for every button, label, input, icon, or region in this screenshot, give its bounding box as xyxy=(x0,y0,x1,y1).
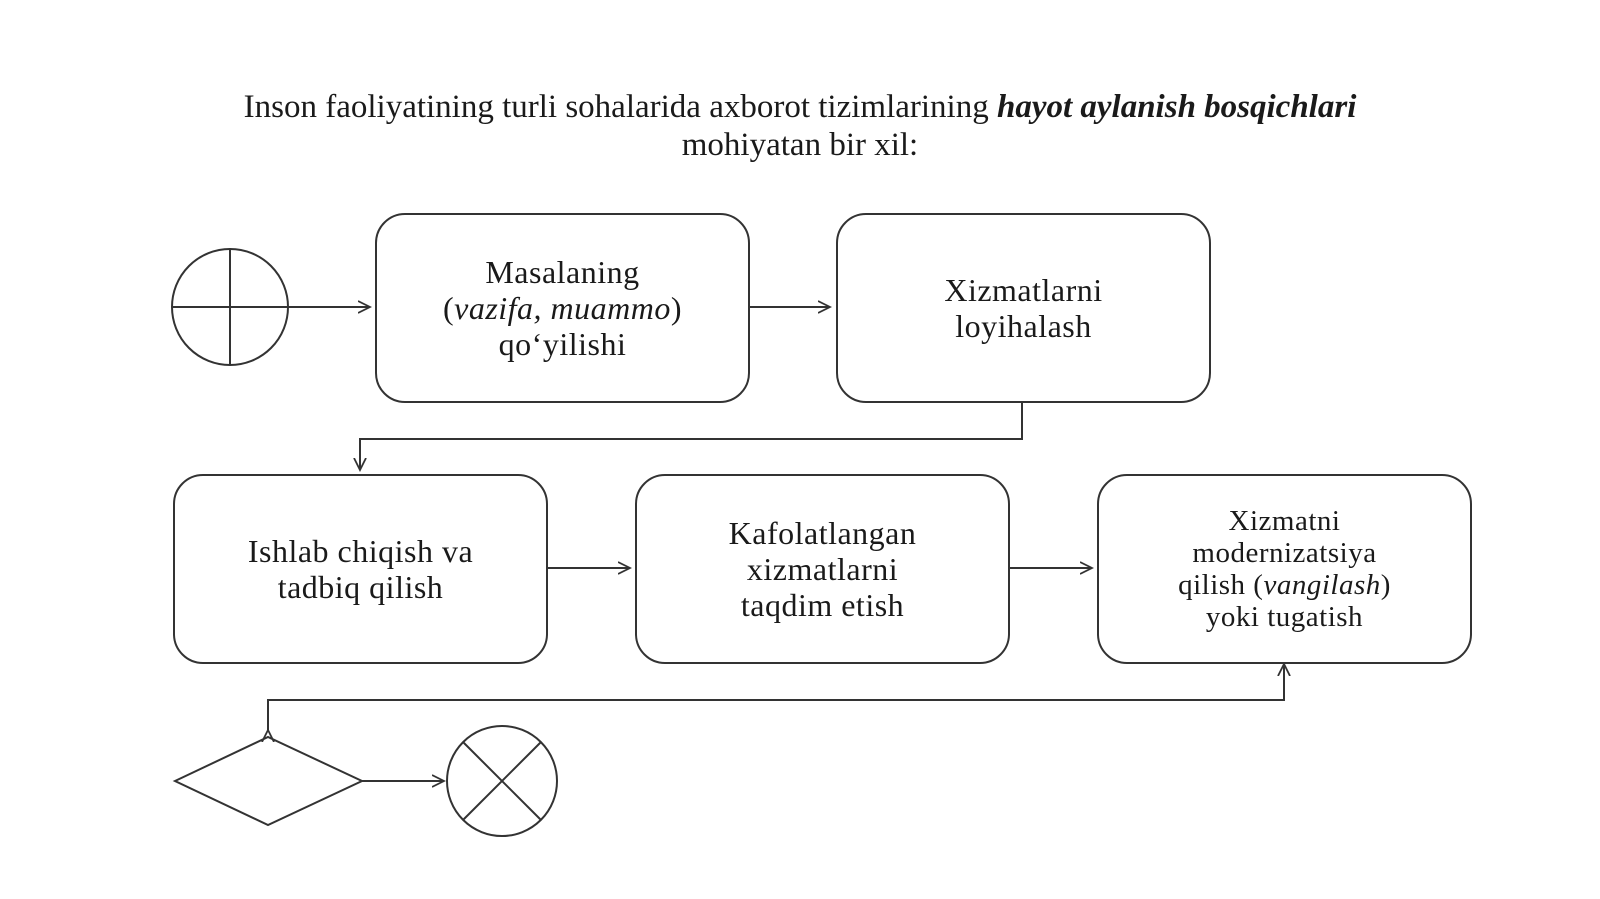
step1-italic-text: vazifa, muammo xyxy=(454,290,671,326)
step5-close-paren: ) xyxy=(1380,569,1391,601)
title-plain-text: Inson faoliyatining turli sohalarida axborot tizimlarining xyxy=(243,89,997,125)
step-xizmatlarni-loyihalash xyxy=(836,213,1211,403)
step4-line2: xizmatlarni xyxy=(746,551,899,587)
step5-italic-text: vangilash xyxy=(1263,569,1381,601)
arrow-decision-to-step5 xyxy=(268,664,1284,730)
title-line-2: mohiyatan bir xil: xyxy=(681,127,919,163)
step5-line4: yoki tugatish xyxy=(1205,601,1364,633)
step-xizmatlarni-taqdim-etish xyxy=(635,474,1010,664)
arrow-step2-to-step3 xyxy=(360,403,1022,470)
step1-line3: qo‘yilishi xyxy=(498,326,627,362)
step1-close-paren: ) xyxy=(670,290,683,326)
step2-line1: Xizmatlarni xyxy=(944,272,1103,308)
step1-open-paren: ( xyxy=(442,290,455,326)
step5-line2: modernizatsiya xyxy=(1192,537,1377,569)
step1-line1: Masalaning xyxy=(485,254,640,290)
start-node xyxy=(172,249,288,365)
title-emphasis-text: hayot aylanish bosqichlari xyxy=(996,89,1357,125)
step2-line2: loyihalash xyxy=(955,308,1092,344)
step3-line1: Ishlab chiqish va xyxy=(247,533,474,569)
step1-line2 xyxy=(443,290,682,326)
step4-line3: taqdim etish xyxy=(740,587,905,623)
decision-node xyxy=(175,737,362,825)
step-ishlab-chiqish xyxy=(173,474,548,664)
step5-line1: Xizmatni xyxy=(1228,505,1341,537)
step-modernizatsiya-yoki-tugatish xyxy=(1097,474,1472,664)
step5-line3 xyxy=(1178,569,1391,601)
step5-plain-text: qilish ( xyxy=(1178,569,1264,601)
step-masala-qoyilishi xyxy=(375,213,750,403)
end-node xyxy=(447,726,557,836)
step3-line2: tadbiq qilish xyxy=(277,569,444,605)
step4-line1: Kafolatlangan xyxy=(728,515,917,551)
